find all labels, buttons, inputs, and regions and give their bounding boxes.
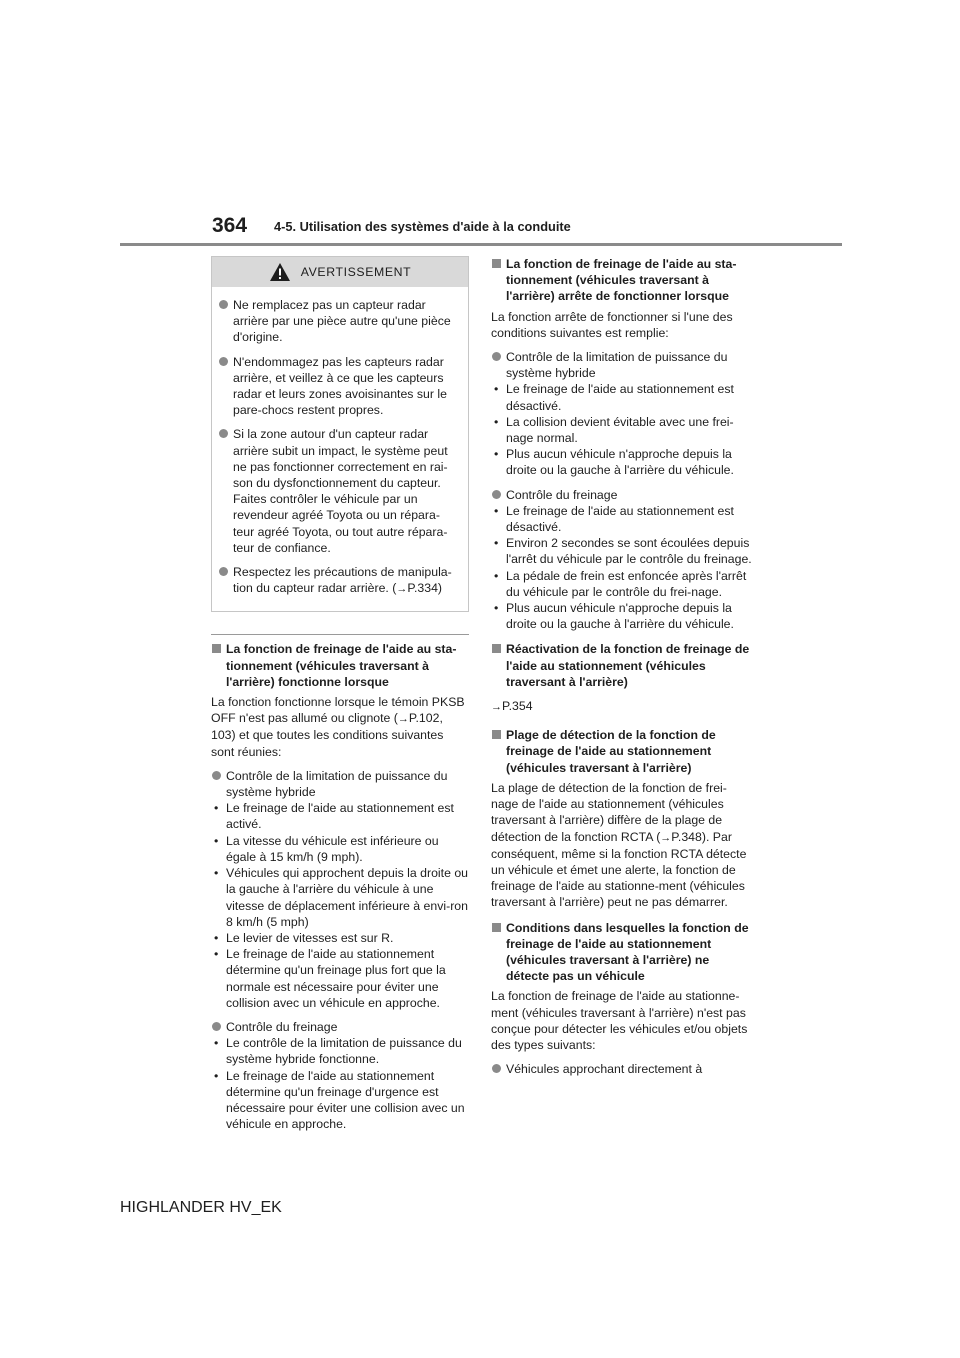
subheading: Plage de détection de la fonction de freinage de l'aide au stationnement (véhicules traversant à l'arrière) xyxy=(491,727,753,776)
list-item: • Le contrôle de la limitation de puissance du système hybride fonctionne. xyxy=(214,1036,462,1067)
page-reference-link[interactable]: P.334) xyxy=(407,581,443,596)
warning-box xyxy=(211,256,469,612)
warning-body xyxy=(212,287,468,597)
warning-bullet: Ne remplacez pas un capteur radar arrière par une pièce autre qu'une pièce d'origine. xyxy=(218,297,456,346)
condition-group: Contrôle du freinage xyxy=(491,487,753,503)
paragraph: La fonction arrête de fonctionner si l'une des conditions suivantes est remplie: xyxy=(491,309,733,340)
bullet-dot-icon xyxy=(218,354,233,419)
bullet-dot-icon xyxy=(218,564,233,597)
square-bullet-icon xyxy=(491,920,506,985)
arrow-icon: → xyxy=(397,713,409,726)
arrow-icon: → xyxy=(660,831,672,844)
bullet-dot-icon xyxy=(211,768,226,800)
arrow-icon: → xyxy=(491,701,502,714)
list-item: • Véhicules qui approchent depuis la droite ou la gauche à l'arrière du véhicule à une vitesse de déplacement inférieure à envi-ron 8 km/h (5 mph) xyxy=(214,866,469,929)
page-reference-link[interactable]: P.348). Par conséquent, même si la fonction RCTA détecte un véhicule et émet une alerte, la fonction de freinage de l'aide au stationne-ment (véhicules traversant à l'arrière) peut ne pas démarrer. xyxy=(491,829,747,910)
condition-group: Contrôle de la limitation de puissance du système hybride xyxy=(211,768,469,800)
subheading: La fonction de freinage de l'aide au sta-tionnement (véhicules traversant à l'arrière) arrête de fonctionner lorsque xyxy=(491,256,753,305)
bullet-dot-icon xyxy=(218,297,233,346)
list-item: • La vitesse du véhicule est inférieure ou égale à 15 km/h (9 mph). xyxy=(214,833,439,864)
paragraph: La plage de détection de la fonction de frei-nage de l'aide au stationnement (véhicules traversant à l'arrière) diffère de la plage de détection de la fonction RCTA (→P.348). Par conséquent, même si la fonction RCTA détecte un véhicule et émet une alerte, la fonction de freinage de l'aide au stationne-ment (véhicules traversant à l'arrière) peut ne pas démarrer. xyxy=(491,780,747,910)
list-item: • Le freinage de l'aide au stationnement est désactivé. xyxy=(494,382,734,413)
bullet-dot-icon xyxy=(218,426,233,556)
warning-title: AVERTISSEMENT xyxy=(300,264,412,279)
bullet-dot-icon xyxy=(491,487,506,503)
list-item: • Le levier de vitesses est sur R. xyxy=(214,930,394,945)
condition-group: Contrôle du freinage xyxy=(211,1019,469,1035)
condition-group: Véhicules approchant directement à xyxy=(491,1061,753,1077)
page-reference-link[interactable]: P.102, 103) et que toutes les conditions suivantes sont réunies: xyxy=(211,711,444,759)
square-bullet-icon xyxy=(491,256,506,305)
condition-group: Contrôle de la limitation de puissance du système hybride xyxy=(491,349,753,381)
page-reference xyxy=(491,698,753,715)
arrow-icon: → xyxy=(396,583,408,596)
subheading: Conditions dans lesquelles la fonction de freinage de l'aide au stationnement (véhicules traversant à l'arrière) ne détecte pas un véhicule xyxy=(491,920,753,985)
list-item: • Le freinage de l'aide au stationnement est activé. xyxy=(214,801,454,832)
bullet-dot-icon xyxy=(491,349,506,381)
left-column xyxy=(211,256,469,1132)
list-item: • Plus aucun véhicule n'approche depuis la droite ou la gauche à l'arrière du véhicule. xyxy=(494,601,734,632)
list-item: • Le freinage de l'aide au stationnement détermine qu'un freinage d'urgence est nécessaire pour éviter une collision avec un véhicule en approche. xyxy=(214,1068,465,1132)
right-column xyxy=(491,256,753,1077)
page-reference-link[interactable]: P.354 xyxy=(502,699,533,714)
paragraph: La fonction de freinage de l'aide au stationne-ment (véhicules traversant à l'arrière) n'est pas conçue pour détecter les véhicules et/ou objets des types suivants: xyxy=(491,989,748,1052)
section-divider xyxy=(211,634,469,635)
section-title: 4-5. Utilisation des systèmes d'aide à la conduite xyxy=(274,219,571,234)
header-divider xyxy=(120,243,842,246)
bullet-dot-icon xyxy=(491,1061,506,1077)
page-number: 364 xyxy=(212,214,248,237)
list-item: • La pédale de frein est enfoncée après l'arrêt du véhicule par le contrôle du frei-nage. xyxy=(494,568,747,599)
list-item: • Le freinage de l'aide au stationnement est désactivé. xyxy=(494,503,734,535)
subheading: La fonction de freinage de l'aide au sta-tionnement (véhicules traversant à l'arrière) fonctionne lorsque xyxy=(211,641,469,690)
list-item: • Plus aucun véhicule n'approche depuis la droite ou la gauche à l'arrière du véhicule. xyxy=(494,447,734,478)
square-bullet-icon xyxy=(491,641,506,690)
square-bullet-icon xyxy=(491,727,506,776)
warning-bullet: Si la zone autour d'un capteur radar arrière subit un impact, le système peut ne pas fonctionner correctement en rai-son du dysfonctionnement du capteur. Faites contrôler le véhicule par un revendeur agréé Toyota ou un répara-teur agréé Toyota, ou tout autre répara-teur de confiance. xyxy=(218,426,456,556)
warning-header xyxy=(212,257,468,287)
subheading: Réactivation de la fonction de freinage de l'aide au stationnement (véhicules traversant à l'arrière) xyxy=(491,641,753,690)
footer-model-name: HIGHLANDER HV_EK xyxy=(120,1199,282,1216)
list-item: • Le freinage de l'aide au stationnement détermine qu'un freinage plus fort que la normale est nécessaire pour éviter une collision avec un véhicule en approche. xyxy=(214,947,446,1010)
bullet-dot-icon xyxy=(211,1019,226,1035)
list-item: • La collision devient évitable avec une frei-nage normal. xyxy=(494,414,734,446)
list-item: • Environ 2 secondes se sont écoulées depuis l'arrêt du véhicule par le contrôle du freinage. xyxy=(494,536,752,567)
warning-bullet: Respectez les précautions de manipula-tion du capteur radar arrière. (→P.334) xyxy=(218,564,456,597)
square-bullet-icon xyxy=(211,641,226,690)
warning-bullet: N'endommagez pas les capteurs radar arrière, et veillez à ce que les capteurs radar et leurs zones avoisinantes sur le pare-chocs restent propres. xyxy=(218,354,456,419)
warning-triangle-icon xyxy=(269,262,291,282)
paragraph: La fonction fonctionne lorsque le témoin PKSB OFF n'est pas allumé ou clignote (→P.102, 103) et que toutes les conditions suivantes sont réunies: xyxy=(211,695,465,759)
